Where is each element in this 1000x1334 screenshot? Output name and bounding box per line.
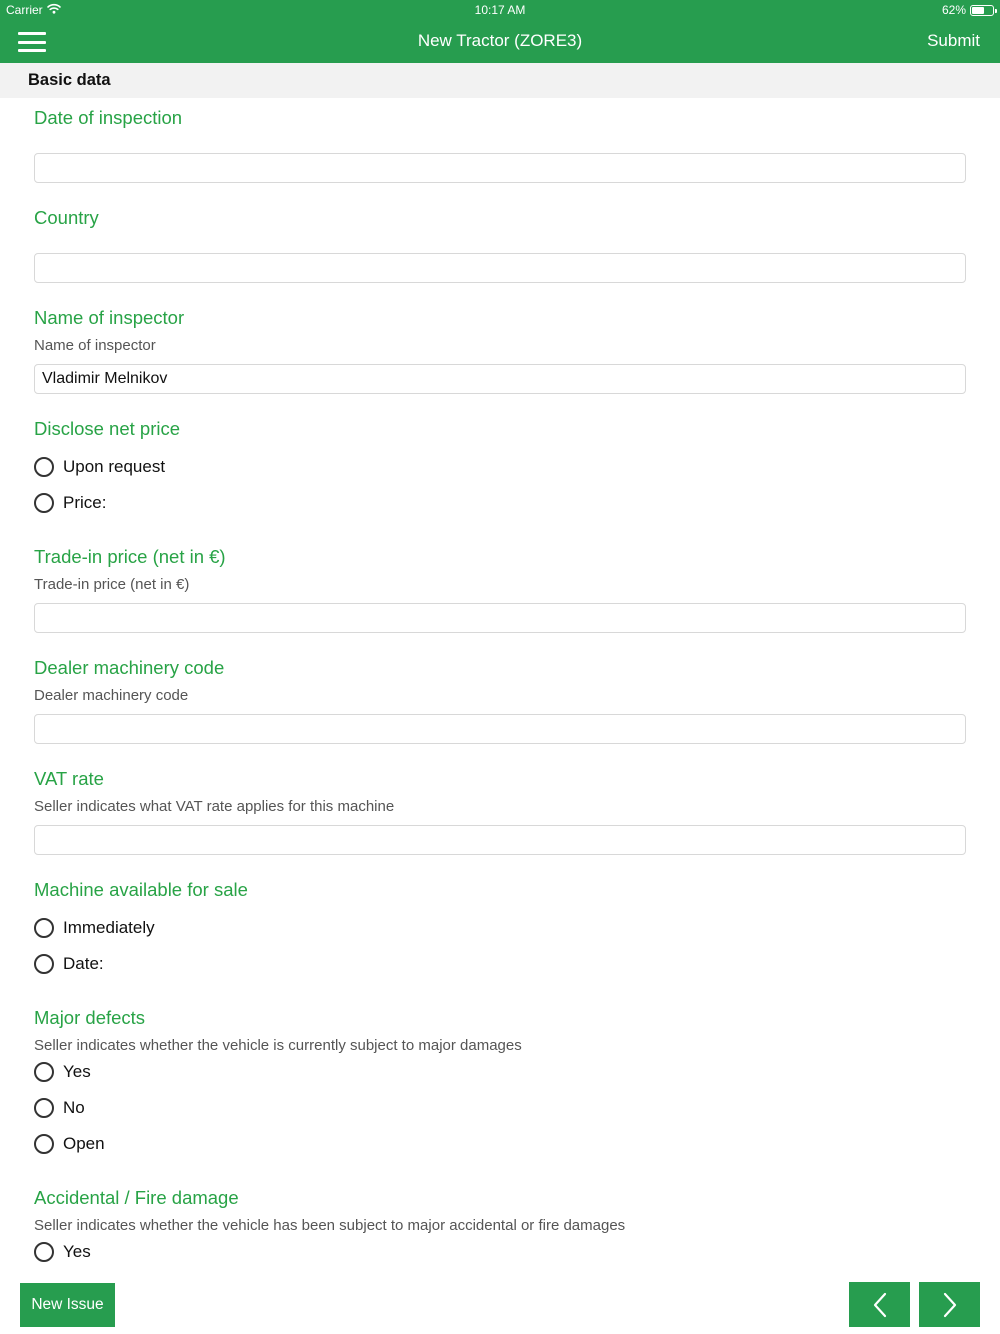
radio-circle-icon[interactable] (34, 1098, 54, 1118)
menu-line (18, 32, 46, 35)
field-description: Dealer machinery code (34, 687, 189, 704)
nav-bar (0, 22, 1000, 63)
field-trade-in-price (0, 515, 1000, 633)
radio-label: Immediately (63, 918, 155, 937)
radio-upon-request[interactable] (34, 455, 1000, 479)
radio-label: No (63, 1098, 85, 1117)
status-battery (942, 3, 994, 17)
field-dealer-machinery-code (0, 633, 1000, 744)
field-title: Date of inspection (34, 107, 183, 128)
chevron-left-icon (871, 1292, 889, 1318)
field-disclose-net-price (0, 394, 1000, 515)
status-time: 10:17 AM (474, 3, 526, 17)
new-issue-button[interactable]: New Issue (20, 1283, 115, 1327)
chevron-right-icon (941, 1292, 959, 1318)
carrier-label: Carrier (6, 3, 43, 17)
radio-open[interactable] (34, 1132, 1000, 1156)
submit-button[interactable]: Submit (927, 31, 980, 50)
field-title: VAT rate (34, 768, 104, 789)
battery-tip (995, 9, 997, 13)
radio-circle-icon[interactable] (34, 918, 54, 938)
battery-percent: 62% (941, 3, 966, 17)
field-title: Dealer machinery code (34, 657, 225, 678)
field-description: Trade-in price (net in €) (34, 576, 190, 593)
field-name-of-inspector (0, 283, 1000, 394)
field-title: Disclose net price (34, 418, 181, 439)
status-bar (0, 0, 1000, 22)
radio-label: Upon request (63, 457, 166, 476)
radio-yes[interactable] (34, 1060, 1000, 1084)
field-title: Name of inspector (34, 307, 185, 328)
field-vat-rate (0, 744, 1000, 855)
field-country (0, 183, 1000, 283)
field-machine-available-for-sale (0, 855, 1000, 976)
radio-price[interactable] (34, 491, 1000, 515)
radio-circle-icon[interactable] (34, 493, 54, 513)
field-description: Seller indicates what VAT rate applies for this machine (34, 798, 395, 815)
section-header (0, 63, 1000, 98)
field-date-of-inspection (0, 98, 1000, 183)
inspection-form[interactable] (0, 98, 1000, 1278)
field-title: Major defects (34, 1007, 146, 1028)
radio-group (34, 916, 1000, 976)
radio-date[interactable] (34, 952, 1000, 976)
radio-label: Date: (63, 954, 104, 973)
page-title: New Tractor (ZORE3) (417, 31, 583, 50)
radio-circle-icon[interactable] (34, 1062, 54, 1082)
app-header (0, 0, 1000, 63)
previous-button[interactable] (849, 1282, 910, 1327)
name-of-inspector-input[interactable] (34, 364, 966, 394)
radio-circle-icon[interactable] (34, 457, 54, 477)
battery-fill (972, 7, 984, 14)
trade-in-price-input[interactable] (34, 603, 966, 633)
menu-line (18, 41, 46, 44)
radio-circle-icon[interactable] (34, 1134, 54, 1154)
battery-icon (970, 5, 994, 16)
radio-group (34, 455, 1000, 515)
hamburger-menu-icon[interactable] (18, 30, 46, 54)
radio-group (34, 1060, 1000, 1156)
radio-label: Price: (63, 493, 107, 512)
vat-rate-input[interactable] (34, 825, 966, 855)
country-input[interactable] (34, 253, 966, 283)
field-major-defects (0, 976, 1000, 1156)
field-description: Name of inspector (34, 337, 156, 354)
radio-label: Yes (63, 1062, 91, 1081)
dealer-machinery-code-input[interactable] (34, 714, 966, 744)
field-description: Seller indicates whether the vehicle is currently subject to major damages (34, 1037, 522, 1054)
radio-circle-icon[interactable] (34, 1242, 54, 1262)
radio-no[interactable] (34, 1096, 1000, 1120)
radio-label: Open (63, 1134, 105, 1153)
date-of-inspection-input[interactable] (34, 153, 966, 183)
menu-line (18, 49, 46, 52)
radio-immediately[interactable] (34, 916, 1000, 940)
next-button[interactable] (919, 1282, 980, 1327)
field-description: Seller indicates whether the vehicle has been subject to major accidental or fire damages (34, 1217, 626, 1234)
radio-yes[interactable] (34, 1240, 1000, 1264)
field-title: Accidental / Fire damage (34, 1187, 239, 1208)
section-title: Basic data (28, 71, 111, 89)
radio-circle-icon[interactable] (34, 954, 54, 974)
field-title: Country (34, 207, 99, 228)
field-title: Trade-in price (net in €) (34, 546, 226, 567)
bottom-toolbar (0, 1278, 1000, 1334)
field-title: Machine available for sale (34, 879, 248, 900)
radio-label: Yes (63, 1242, 91, 1261)
